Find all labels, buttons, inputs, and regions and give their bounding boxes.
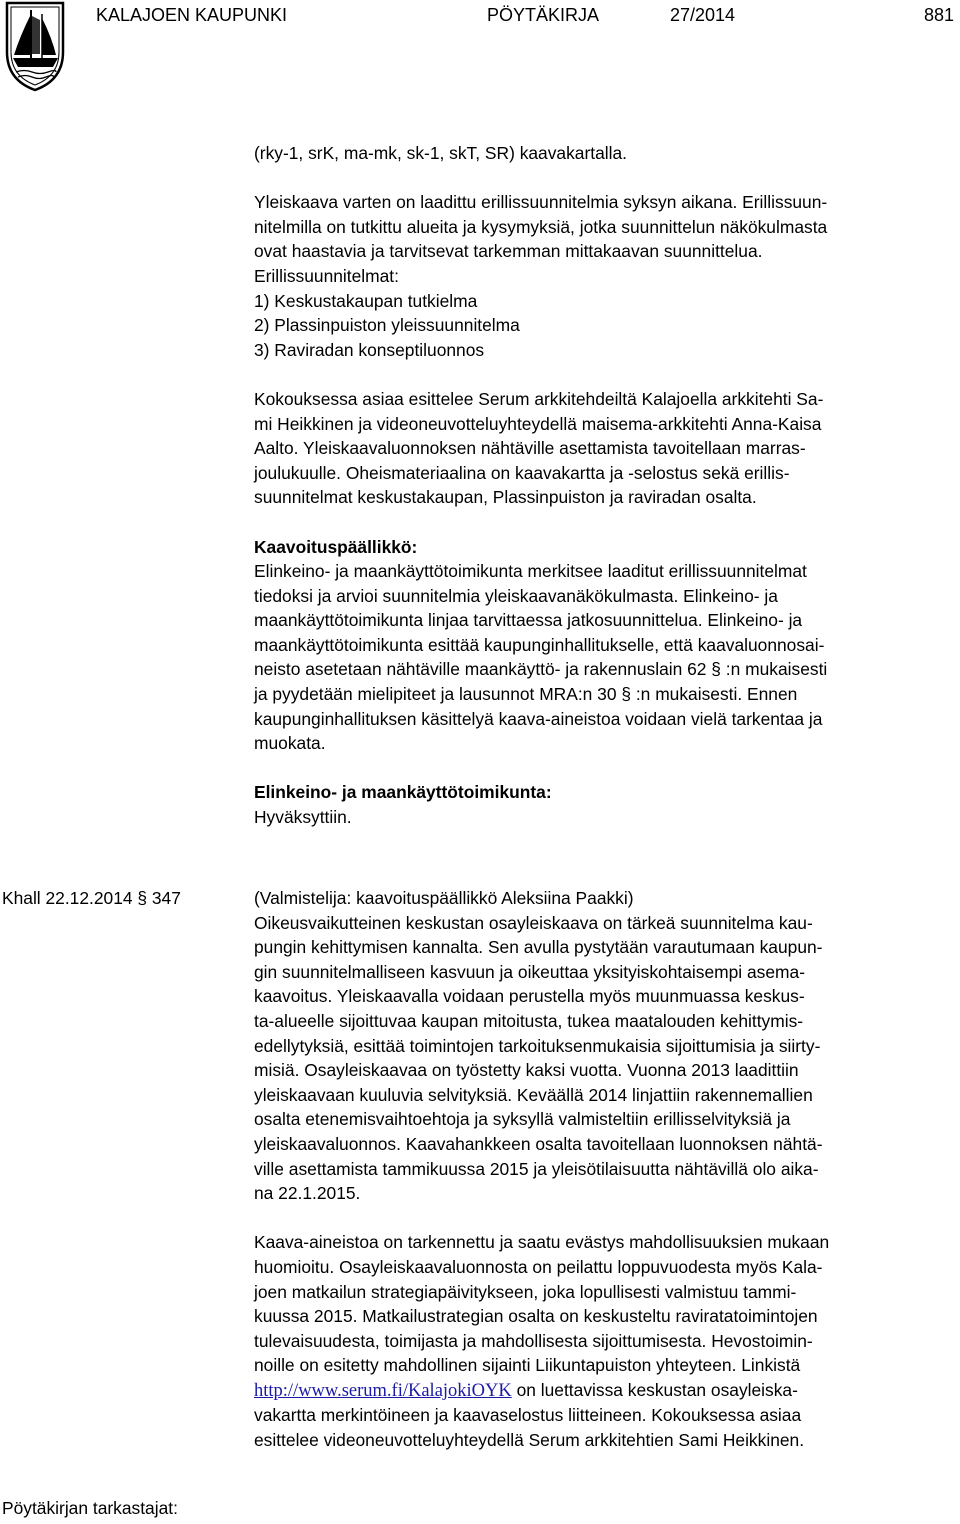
list-item: 3) Raviradan konseptiluonnos — [254, 339, 485, 360]
text-line: nitelmilla on tutkittu alueita ja kysymyksiä, jotka suunnittelun näkökulmasta — [254, 216, 828, 237]
text-line: Kokouksessa asiaa esittelee Serum arkkitehdeiltä Kalajoella arkkitehti Sa- — [254, 388, 824, 409]
text-line: Elinkeino- ja maankäyttötoimikunta merkitsee laaditut erillissuunnitelmat — [254, 561, 807, 582]
list-item: 2) Plassinpuiston yleissuunnitelma — [254, 315, 520, 336]
text-line: Aalto. Yleiskaavaluonnoksen nähtäville asettamista tavoitellaan marras- — [254, 438, 806, 459]
text-line: on luettavissa keskustan osayleiska- — [511, 1379, 798, 1400]
text-line: edellytyksiä, esittää toimintojen tarkoituksenmukaisia sijoittumisia ja siirty- — [254, 1035, 821, 1056]
text-line: Kaava-aineistoa on tarkennettu ja saatu evästys mahdollisuuksien mukaan — [254, 1232, 830, 1253]
text-line: yleiskaavaluonnos. Kaavahankkeen osalta tavoitellaan luonnoksen nähtä- — [254, 1133, 823, 1154]
text-line: neisto asetetaan nähtäville maankäyttö- ja rakennuslain 62 § :n mukaisesti — [254, 659, 828, 680]
text-line: ville asettamista tammikuussa 2015 ja yleisötilaisuutta nähtävillä olo aika- — [254, 1158, 819, 1179]
text-line: vakartta merkintöineen ja kaavaselostus liitteineen. Kokouksessa asiaa — [254, 1405, 802, 1426]
paragraph-preparation — [254, 886, 960, 1206]
text-line: maankäyttötoimikunta esittää kaupunginhallitukselle, että kaavaluonnosai- — [254, 634, 825, 655]
paragraph-proposal — [254, 559, 960, 756]
text-line: gin suunnitelmalliseen kasvuun ja oikeuttaa yksityiskohtaisempi asema- — [254, 961, 805, 982]
text-line: na 22.1.2015. — [254, 1183, 361, 1204]
text-line: Oikeusvaikutteinen keskustan osayleiskaava on tärkeä suunnitelma kau- — [254, 912, 813, 933]
text-line: ovat haastavia ja tarvitsevat tarkemman mittakaavan suunnittelua. — [254, 241, 763, 262]
text-line: osalta etenemisvaihtoehtoja ja syksyllä valmisteltiin erillisselvityksiä ja — [254, 1109, 791, 1130]
paragraph-presentation — [254, 387, 960, 510]
text-line: mi Heikkinen ja videoneuvotteluyhteydellä maisema-arkkitehti Anna-Kaisa — [254, 413, 822, 434]
text-line: tulevaisuudesta, toimijasta ja mahdollisesta sijoittumisesta. Hevostoimin- — [254, 1330, 813, 1351]
list-item: 1) Keskustakaupan tutkielma — [254, 290, 478, 311]
paragraph-refinement — [254, 1230, 960, 1452]
proposer-heading: Kaavoituspäällikkö: — [254, 536, 418, 557]
decision-heading: Elinkeino- ja maankäyttötoimikunta: — [254, 782, 552, 803]
minutes-examiners-label: Pöytäkirjan tarkastajat: — [2, 1498, 178, 1518]
text-line: Erillissuunnitelmat: — [254, 265, 399, 286]
text-line: kuussa 2015. Matkailustrategian osalta on keskusteltu raviratatoimintojen — [254, 1306, 818, 1327]
section-label: Khall 22.12.2014 § 347 — [2, 888, 181, 908]
text-line: tiedoksi ja arvioi suunnitelmia yleiskaavanäkökulmasta. Elinkeino- ja — [254, 585, 778, 606]
text-line: kaupunginhallituksen käsittelyä kaava-aineistoa voidaan vielä tarkentaa ja — [254, 708, 823, 729]
text-line: ta-alueelle sijoittuvaa kaupan mitoitusta, tukea maatalouden kehittymis- — [254, 1010, 804, 1031]
header-organization: KALAJOEN KAUPUNKI — [96, 5, 288, 25]
text-line: pungin kehittymisen kannalta. Sen avulla pystytään varautumaan kaupun- — [254, 937, 823, 958]
text-line: huomioitu. Osayleiskaavaluonnosta on peilattu loppuvuodesta myös Kala- — [254, 1256, 823, 1277]
paragraph-map-markings — [254, 141, 960, 166]
header-document-number: 27/2014 — [670, 5, 736, 25]
text-line: (Valmistelija: kaavoituspäällikkö Aleksiina Paakki) — [254, 888, 634, 908]
text-line: Yleiskaava varten on laadittu erillissuunnitelmia syksyn aikana. Erillissuun- — [254, 192, 828, 213]
page-header — [96, 3, 954, 29]
text-line: joulukuulle. Oheismateriaalina on kaavakartta ja -selostus sekä erillis- — [254, 462, 790, 483]
text-line: (rky-1, srK, ma-mk, sk-1, skT, SR) kaavakartalla. — [254, 143, 627, 163]
text-line: yleiskaavaan kuuluvia selvityksiä. Keväällä 2014 linjattiin rakennemallien — [254, 1084, 813, 1105]
paragraph-separate-plans — [254, 190, 960, 362]
continued-agenda-text — [254, 141, 960, 830]
text-line: misiä. Osayleiskaavaa on työstetty kaksi vuotta. Vuonna 2013 laadittiin — [254, 1060, 799, 1081]
text-line: suunnitelmat keskustakaupan, Plassinpuiston ja raviradan osalta. — [254, 487, 757, 508]
serum-plan-link[interactable]: http://www.serum.fi/KalajokiOYK — [254, 1380, 512, 1401]
header-document-type: PÖYTÄKIRJA — [487, 5, 600, 25]
kalajoki-coat-of-arms-ship-icon — [4, 0, 66, 92]
header-page-number: 881 — [923, 5, 954, 25]
text-line: joen matkailun strategiapäivitykseen, joka lopullisesti valmistuu tammi- — [254, 1281, 797, 1302]
text-line: esittelee videoneuvotteluyhteydellä Serum arkkitehtien Sami Heikkinen. — [254, 1430, 805, 1451]
text-line: noille on esitetty mahdollinen sijainti Liikuntapuiston yhteyteen. Linkistä — [254, 1355, 801, 1376]
section-body — [254, 886, 960, 1453]
text-line: muokata. — [254, 733, 326, 754]
decision-text: Hyväksyttiin. — [254, 807, 352, 828]
text-line: maankäyttötoimikunta linjaa tarvittaessa jatkosuunnittelua. Elinkeino- ja — [254, 610, 803, 631]
text-line: ja pyydetään mielipiteet ja lausunnot MRA:n 30 § :n mukaisesti. Ennen — [254, 684, 798, 705]
text-line: kaavoitus. Yleiskaavalla voidaan perustella myös muunmuassa keskus- — [254, 986, 805, 1007]
